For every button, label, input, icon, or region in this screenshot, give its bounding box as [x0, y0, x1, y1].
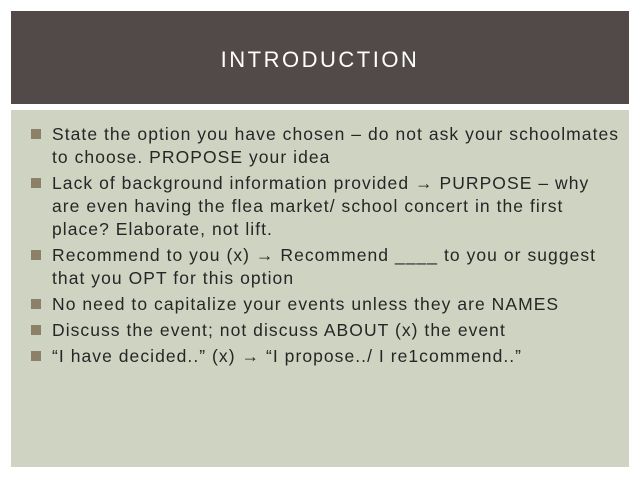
- bullet-list: [30, 123, 622, 371]
- bullet-item-2: [30, 172, 622, 241]
- square-bullet-icon: [31, 178, 41, 188]
- square-bullet-icon: [31, 325, 41, 335]
- bullet-text: Recommend to you (x) → Recommend ____ to you or suggest that you OPT for this option: [52, 245, 597, 288]
- bullet-text: Discuss the event; not discuss ABOUT (x) the event: [52, 320, 506, 340]
- square-bullet-icon: [31, 299, 41, 309]
- bullet-item-5: [30, 319, 622, 342]
- bullet-text: “I have decided..” (x) → “I propose../ I re1commend..”: [52, 346, 523, 366]
- title-bar: [11, 11, 629, 104]
- bullet-item-3: [30, 244, 622, 290]
- bullet-item-1: [30, 123, 622, 169]
- bullet-text: Lack of background information provided → PURPOSE – why are even having the flea market/ school concert in the first place? Elaborate, not lift.: [52, 173, 590, 239]
- square-bullet-icon: [31, 250, 41, 260]
- square-bullet-icon: [31, 129, 41, 139]
- bullet-text: No need to capitalize your events unless they are NAMES: [52, 294, 560, 314]
- bullet-item-6: [30, 345, 622, 368]
- bullet-item-4: [30, 293, 622, 316]
- slide-title: INTRODUCTION: [220, 47, 420, 72]
- bullet-text: State the option you have chosen – do not ask your schoolmates to choose. PROPOSE your idea: [52, 124, 620, 167]
- square-bullet-icon: [31, 351, 41, 361]
